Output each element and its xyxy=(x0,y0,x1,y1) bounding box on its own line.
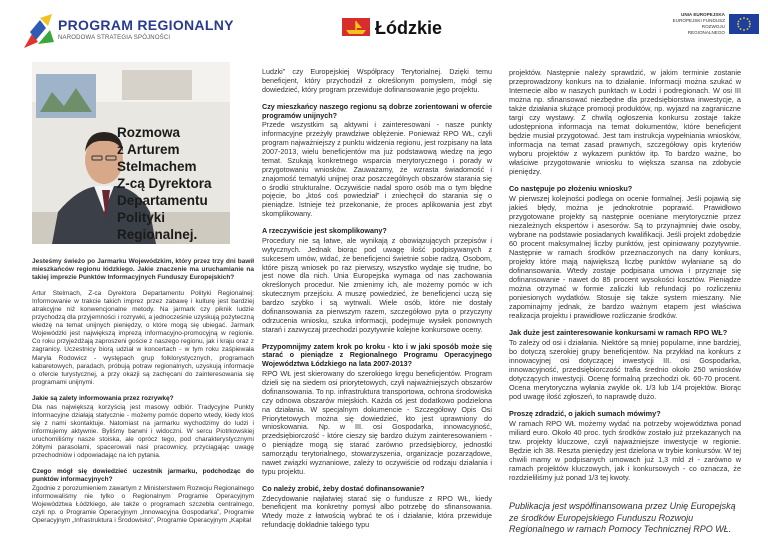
answer-paragraph: W ramach RPO WŁ możemy wydać na potrzeby województwa ponad miliard euro. Około 40 proc. tych środków zostało już przekazanych na tzw. projekty kluczowe, czyli najważniejsze inwestycje w regionie. Będzie ich 38. Reszta pieniędzy jest dzielona w trybie konkursów. W tej chwili mamy w podpisanych umowach już 1,3 mld zł - zarówno w ramach projektów kluczowych, jak i konkursowych - co oznacza, że rozdzieliliśmy już ponad 1/3 tej kwoty. xyxy=(509,419,741,482)
answer-paragraph: To zależy od osi i działania. Niektóre są mniej popularne, inne bardziej, bo dotyczą szerokiej grupy beneficjentów. Na przykład na konkurs z innowacyjnej osi dotyczącej inwestycji III. osi Gospodarka, innowacyjność, przedsiębiorczość trafia średnio około 250 wniosków dotyczących inwestycji. Ocenę formalną przechodzi ok. 60-70 procent. Ocena merytoryczna wyłania zwykle ok. 1/3 lub 1/4 projektów. Biorąc pod uwagę ilość zgłoszeń, to naprawdę dużo. xyxy=(509,338,741,401)
page-header xyxy=(0,0,768,60)
title-line: Rozmowa xyxy=(117,125,181,140)
answer-paragraph: Przede wszystkim są aktywni i zainteresowani - nasze punkty informacyjne przeżyły prawdziwe oblężenie. Ponieważ RPO WŁ, czyli program najważniejszy z punktu widzenia regionu, jest rozpisany na lata 2007-2013, wielu beneficjentów ma już podstawową wiedzę na jego temat. Szukają konkretnego wsparcia merytorycznego i porady w przygotowaniu wniosków. Zauważamy, że wzrasta świadomość i znajomość tematyki unijnej oraz poszczególnych obszarów starania się o środki strukturalne. Oczywiście nadal sporo osób ma o tym błędne pojęcie, bo „ktoś coś powiedział” i zniechęcił do starania się o pieniądze. Istnieje też przekonanie, że proces aplikowania jest zbyt skomplikowany. xyxy=(262,120,492,219)
answer-paragraph: Procedury nie są łatwe, ale wynikają z obowiązujących przepisów i wytycznych. Jednak biorąc pod uwagę ilość podpisywanych z sukcesem umów, widać, że beneficjenci świetnie sobie radzą. Osobom, które piszą wniosek po raz pierwszy, wszystko wydaje się trudne, bo jest nowe dla nich. Unia Europejska wymaga od nas zachowania określonych procedur. Nie zmienimy ich, ale możemy pomóc w ich skutecznym przejściu. A muszę powiedzieć, że beneficjenci uczą się bardzo szybko i są wytrwali. Wiele osób, które nie dostały dofinansowania za pierwszym razem, szczegółowo pyta o przyczyny odrzucenia wniosku, szuka informacji, podejmuje wysiłek ponownych starań i zazwyczaj przechodzi pozytywnie kolejne konkursowe oceny. xyxy=(262,235,492,334)
question-heading: Proszę zdradzić, o jakich sumach mówimy? xyxy=(509,409,661,418)
answer-paragraph: projektów. Następnie należy sprawdzić, w jakim terminie zostanie przeprowadzony konkurs na to działanie. Informacji można szukać w Internecie albo w naszych punktach w Łodzi i podregionach. W osi III można np. sfinansować niezbędne dla przedsiębiorstwa inwestycje, a także działania służące promocji produktów, np. wyjazd na zagraniczne targi czy wystawy. Z chwilą ogłoszenia konkursu zostaje także udostępniona informacja na temat dokumentów, które beneficjent będzie musiał przygotować. Jest tam instrukcja wypełniania wniosków, informacja na temat zasad prawnych, szczegółowy opis kryteriów wyboru projektów z wykazem punktów itp. To bardzo ważne, bo właściwe przygotowanie wniosku to większa szansa na zdobycie pieniędzy. xyxy=(509,68,741,176)
program-regionalny-logo xyxy=(24,14,234,50)
answer-paragraph: Ludzki” czy Europejskiej Współpracy Terytorialnej. Dzięki temu beneficjent, który przychodził z określonym pomysłem, mógł się dowiedzieć, który program przewiduje dofinansowanie jego projektu. xyxy=(262,67,492,94)
answer-paragraph: Dla nas największą korzyścią jest masowy odbiór. Tradycyjne Punkty Informacyjne działają statycznie - możemy pomóc doperto wtedy, kiedy ktoś się z nami skontaktuje. Natomiast na jarmarku wychodzimy do ludzi i informujemy aktywnie. Byliśmy barwni i widoczni. W sercu Piotrkowskiej uruchomiliśmy nasze stoiska, ale oprócz tego, pod charakterystycznymi żółtymi parasolami, spacerowali nasi pracownicy, przyciągając uwagę przechodniów i odpowiadając na ich pytania. xyxy=(32,403,254,460)
title-line: z Arturem Stelmachem xyxy=(117,142,197,174)
title-line: Polityki Regionalnej. xyxy=(117,210,198,242)
eu-line-2: EUROPEJSKI FUNDUSZ xyxy=(672,18,725,23)
region-name: Łódzkie xyxy=(375,18,443,38)
eu-line-3: ROZWOJU REGIONALNEGO xyxy=(687,24,725,35)
question-heading: Co należy zrobić, żeby dostać dofinansowanie? xyxy=(262,483,425,493)
question-heading: Przypomnijmy zatem krok po kroku - kto i w jaki sposób może się starać o pieniądze z Regionalnego Programu Operacyjnego Województwa Łódzkiego na lata 2007-2013? xyxy=(262,341,492,369)
question-heading: Czy mieszkańcy naszego regionu są dobrze zorientowani w ofercie programów unijnych? xyxy=(262,101,492,120)
answer-paragraph: Zdecydowanie najłatwiej starać się o fundusze z RPO WŁ, kiedy beneficjent ma konkretny pomysł albo potrzebę do sfinansowania. Wtedy może z łatwością wybrać te oś i działanie, która przewiduje refundację dokładnie takiego typu xyxy=(262,493,492,530)
title-line: Departamentu xyxy=(117,193,208,208)
answer-paragraph: RPO WŁ jest skierowany do szerokiego kręgu beneficjentów. Program dzieli się na siedem osi priorytetowych, czyli najważniejszych obszarów dofinansowania. To np. infrastruktura transportowa, ochrona środowiska czy odnowa obszarów miejskich. Każda oś jest dodatkowo podzielona na działania. W specjalnym dokumencie - Szczegółowy Opis Osi Priorytetowych można się dowiedzieć, kto jest uprawniony do wnioskowania. Np. w III. osi Gospodarka, innowacyjność, przedsiębiorczość - które cieszy się bardzo dużym zainteresowaniem - o pieniądze mogą się starać zarówno przedsiębiorcy, jednostki samorządu terytorialnego, stowarzyszenia, organizacje pozarządowe, nawet związki wyznaniowe, zależy to oczywiście od rodzaju działania i typu projektu. xyxy=(262,369,492,476)
answer-paragraph: W pierwszej kolejności podlega on ocenie formalnej. Jeśli pojawią się jakieś błędy, można je jednokrotnie poprawić. Prawidłowo przygotowane projekty są następnie oceniane merytorycznie przez niezależnych ekspertów i asesorów. Są to przynajmniej dwie osoby, wybrane na podstawie posiadanych kwalifikacji. Jeśli projekt zdobędzie 60 procent maksymalnej liczby punktów, jest opiniowany pozytywnie. Następnie w ramach środków przeznaczonych na dany konkurs, projekty które mają największą liczbę punktów wyłaniane są do dofinansowania. Wtedy zostaje podpisana umowa i przyznaje się dofinansowanie - nawet do 85 procent wysokości kosztów. Pieniądze można otrzymać w formie zaliczki lub refundacji po rozliczeniu poniesionych wydatków. Stosuje się także system mieszany. Nie zapominajmy jednak, że bardzo ważnym etapem jest właściwa realizacja projektu i prawidłowe rozliczanie środków. xyxy=(509,194,741,320)
title-line: Z-cą Dyrektora xyxy=(117,176,212,191)
program-subtitle: NARODOWA STRATEGIA SPÓJNOŚCI xyxy=(58,35,171,41)
question-heading: A rzeczywiście jest skomplikowany? xyxy=(262,226,387,235)
eu-line-1: UNIA EUROPEJSKA xyxy=(681,12,725,17)
text-column-1 xyxy=(32,258,254,533)
lead-question: Jesteśmy świeżo po Jarmarku Wojewódzkim, który przez trzy dni bawił mieszkańców regionu łódzkiego. Jakie znaczenie ma uruchamianie na takiej imprezie Punktów Informacyjnych Funduszy Europejskich? xyxy=(32,258,254,282)
text-column-3 xyxy=(509,68,741,490)
interview-title xyxy=(117,124,233,243)
eu-flag-icon xyxy=(729,14,759,34)
question-heading: Jakie są zalety informowania przez rozrywkę? xyxy=(32,394,174,402)
question-heading: Jak duże jest zainteresowanie konkursami w ramach RPO WŁ? xyxy=(509,328,728,337)
answer-paragraph: Zgodnie z porozumieniem zawartym z Ministerstwem Rozwoju Regionalnego informowaliśmy nie tylko o Regionalnym Programie Operacyjnym Województwa Łódzkiego, ale także o programach szczebla centralnego, czyli np. o Programie Operacyjnym „Innowacyjna Gospodarka”, Programie Operacyjnym „Infrastruktura i Środowisko”, Programie Operacyjnym „Kapitał xyxy=(32,485,254,525)
question-heading: Czego mógł się dowiedzieć uczestnik jarmarku, podchodząc do punktów informacyjnych? xyxy=(32,468,254,484)
question-heading: Co następuje po złożeniu wniosku? xyxy=(509,184,633,193)
eu-logo xyxy=(667,12,759,52)
funding-footnote: Publikacja jest współfinansowana przez Unię Europejską ze środków Europejskiego Funduszu Rozwoju Regionalnego w ramach Pomocy Technicznej RPO WŁ. xyxy=(509,501,736,534)
text-column-2 xyxy=(262,68,492,538)
answer-paragraph: Artur Stelmach, Z-ca Dyrektora Departamentu Polityki Regionalnej: Informowanie w trakcie takich imprez przez zabawę i kulturę jest bardziej atrakcyjne niż konwencjonalne metody. Na jarmark czy piknik ludzie przychodzą dla przyjemności i rozrywki, a jednocześnie uzyskują pożyteczną wiedzę na temat unijnych pieniędzy, o które mogą się ubiegać. Jarmark Wojewódzki jest największą imprezą informacyjno-promocyjną w regionie. Co roku przyjeżdżają zaproszeni goście z naszego regionu, jak i kraju oraz z zagranicy. Uczestnicy biorą udział w koncertach - w tym roku zaśpiewała Maryla Rodowicz - występach grup folklorystycznych, programach kabaretowych, paradach, próbują potraw regionalnych, uzyskują informacje o ofercie turystycznej, a przy okazji są zachęcani do zainteresowania się programami unijnymi. xyxy=(32,290,254,386)
boat-icon xyxy=(341,16,371,38)
program-logo-icon xyxy=(24,14,54,48)
program-title: PROGRAM REGIONALNY xyxy=(58,17,234,33)
